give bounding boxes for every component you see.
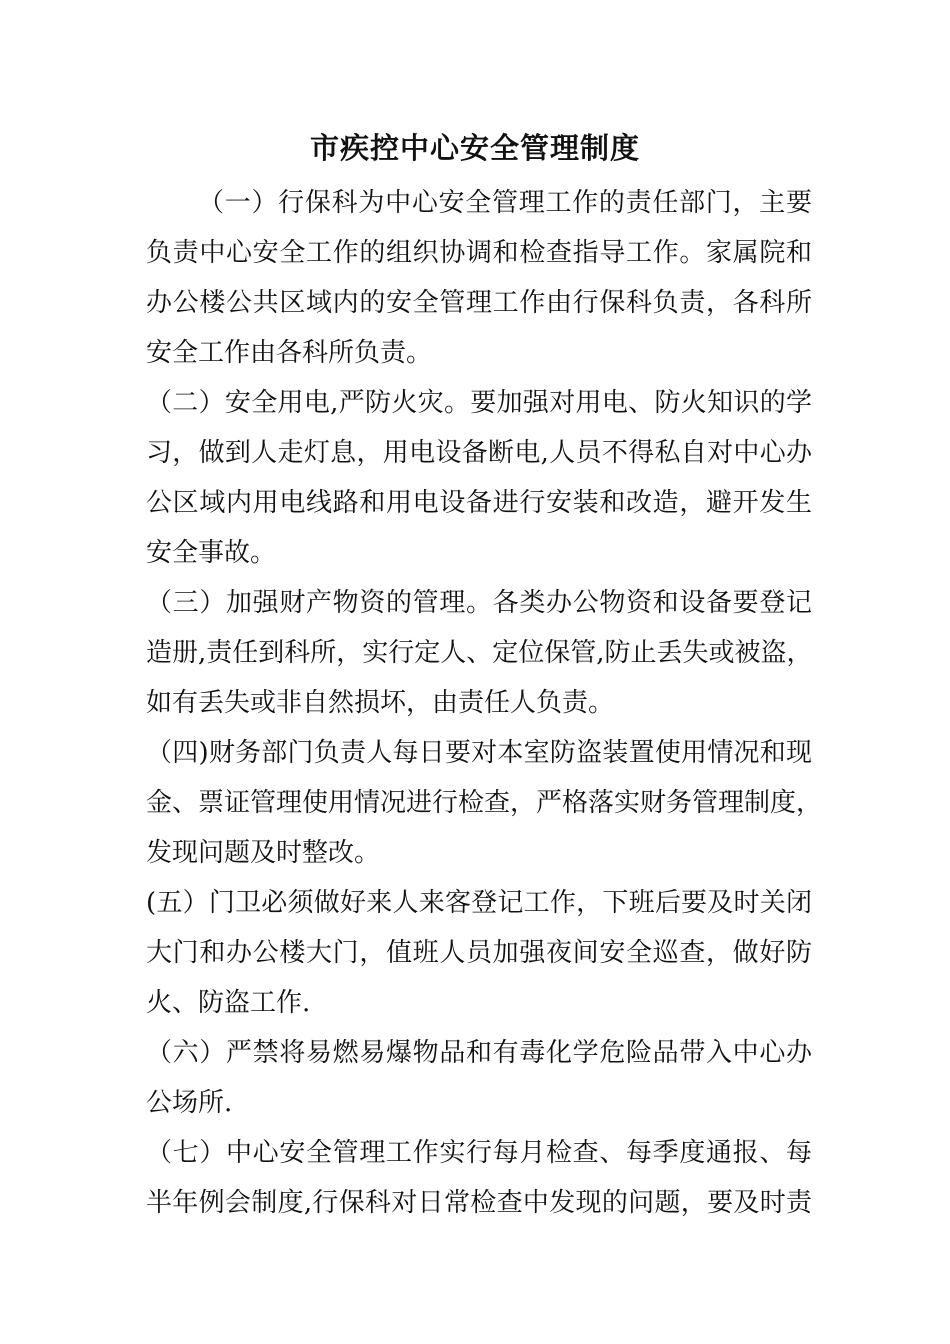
paragraph-5 [146,878,812,1028]
text-line: (五）门卫必须做好来人来客登记工作，下班后要及时关闭 [146,888,812,918]
text-line: 发现问题及时整改。 [146,838,381,868]
text-line: 安全事故。 [146,538,277,568]
text-line: 大门和办公楼大门，值班人员加强夜间安全巡查，做好防 [146,938,812,968]
text-line: 金、票证管理使用情况进行检查，严格落实财务管理制度， [146,788,823,818]
text-line: 造册,责任到科所，实行定人、定位保管,防止丢失或被盗， [146,638,813,668]
text-line: 负责中心安全工作的组织协调和检查指导工作。家属院和 [146,238,812,268]
text-line: 习，做到人走灯息，用电设备断电,人员不得私自对中心办 [146,438,812,468]
paragraph-7 [146,1128,812,1228]
text-line: 如有丢失或非自然损坏，由责任人负责。 [146,688,615,718]
text-line: 公区域内用电线路和用电设备进行安装和改造，避开发生 [146,488,812,518]
page-title: 市疾控中心安全管理制度 [309,131,640,165]
text-line: 火、防盗工作. [146,988,311,1018]
paragraph-3 [146,578,812,728]
text-line: （六）严禁将易燃易爆物品和有毒化学危险品带入中心办 [146,1038,812,1068]
text-line: （三）加强财产物资的管理。各类办公物资和设备要登记 [146,588,812,618]
paragraph-6 [146,1028,812,1128]
paragraph-4 [146,728,823,878]
paragraph-1 [146,178,812,378]
document-body [146,178,823,1228]
text-line: （二）安全用电,严防火灾。要加强对用电、防火知识的学 [146,388,812,418]
text-line: （四)财务部门负责人每日要对本室防盗装置使用情况和现 [146,738,812,768]
text-line: （七）中心安全管理工作实行每月检查、每季度通报、每 [146,1138,812,1168]
text-line: 公场所. [146,1088,233,1118]
paragraph-2 [146,378,812,578]
text-line: 办公楼公共区域内的安全管理工作由行保科负责，各科所 [146,288,812,318]
text-line: 半年例会制度,行保科对日常检查中发现的问题，要及时责 [146,1188,812,1218]
text-line: （一）行保科为中心安全管理工作的责任部门，主要 [198,188,812,218]
text-line: 安全工作由各科所负责。 [146,338,433,368]
